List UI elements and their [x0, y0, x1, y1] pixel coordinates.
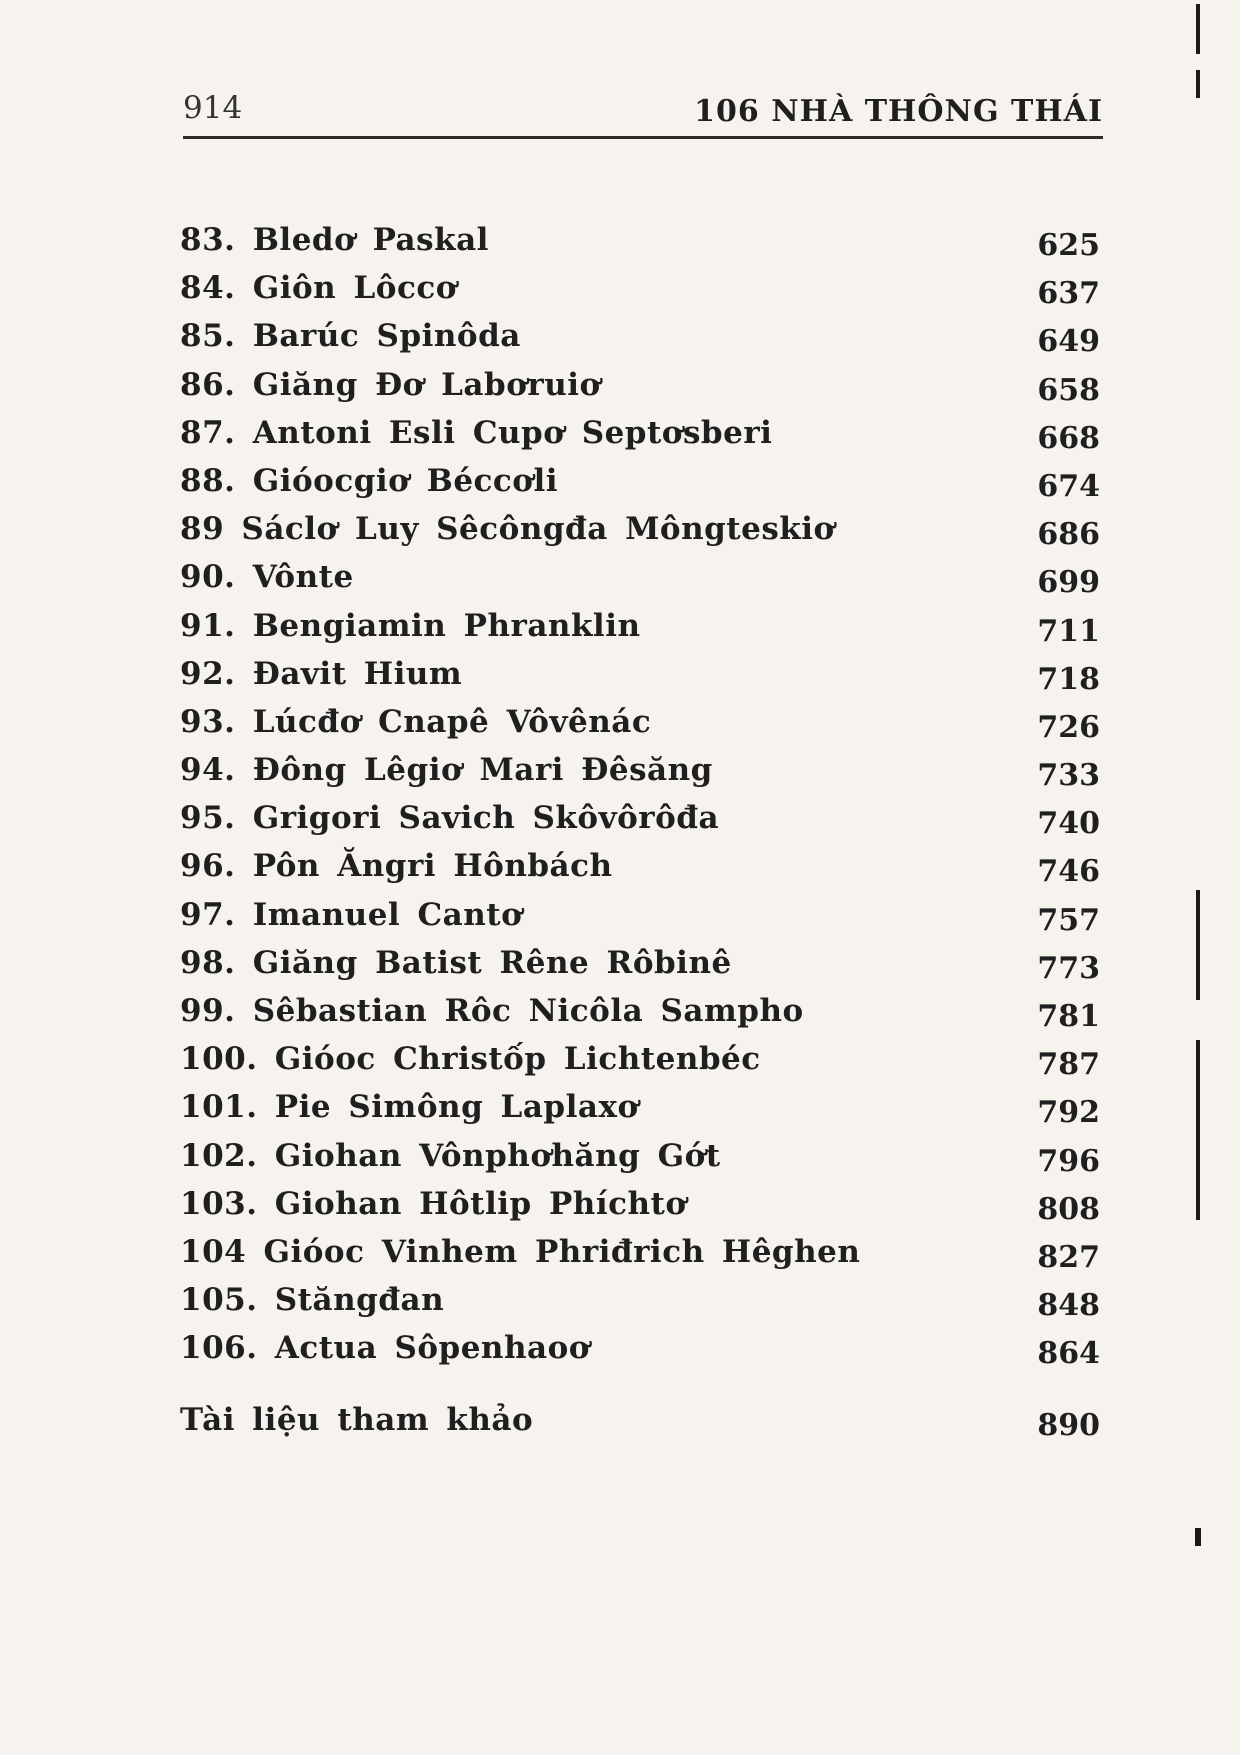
toc-entry-title: 85. Barúc Spinôda — [180, 318, 521, 355]
toc-entry — [180, 555, 1100, 603]
scan-edge-mark — [1196, 890, 1200, 1000]
toc-entry-page: 711 — [1037, 613, 1100, 649]
toc-entry — [180, 411, 1100, 459]
toc-entry-title: 94. Đông Lêgiơ Mari Đêsăng — [180, 752, 713, 789]
toc-entry-title: 106. Actua Sôpenhaoơ — [180, 1330, 590, 1367]
toc-entry-title: 104 Gióoc Vinhem Phriđrich Hêghen — [180, 1233, 861, 1270]
toc-entry-page: 757 — [1037, 902, 1100, 938]
toc-entry-page: 699 — [1037, 565, 1100, 601]
toc-entry-title: 91. Bengiamin Phranklin — [180, 607, 641, 644]
toc-entry — [180, 989, 1100, 1037]
running-title: 106 NHÀ THÔNG THÁI — [694, 94, 1103, 129]
toc-entry — [180, 363, 1100, 411]
toc-entry-page: 796 — [1037, 1143, 1100, 1179]
toc-entry-page: 781 — [1037, 999, 1100, 1034]
toc-entry-page: 686 — [1037, 517, 1100, 553]
scan-edge-mark — [1196, 1040, 1200, 1220]
toc-entry-title: 101. Pie Simông Laplaxơ — [180, 1089, 639, 1126]
toc-entry-title: 103. Giohan Hôtlip Phíchtơ — [180, 1185, 687, 1222]
toc-entry — [180, 652, 1100, 700]
references-label: Tài liệu tham khảo — [180, 1402, 534, 1438]
toc-entry — [180, 844, 1100, 892]
toc-entry-page: 848 — [1037, 1288, 1100, 1324]
toc-entry — [180, 748, 1100, 796]
toc-entry-title: 84. Giôn Lôccơ — [180, 270, 457, 307]
toc-entry-title: 93. Lúcđơ Cnapê Vôvênác — [180, 703, 652, 740]
toc-entry — [180, 1085, 1100, 1133]
scan-edge-mark — [1196, 70, 1200, 98]
toc-entry-page: 668 — [1037, 420, 1100, 456]
toc-entry-page: 773 — [1037, 950, 1100, 986]
toc-entry-title: 95. Grigori Savich Skôvôrôđa — [180, 800, 720, 837]
toc-entry — [180, 604, 1100, 652]
toc-entry — [180, 1230, 1100, 1278]
toc-entry-title: 100. Gióoc Christốp Lichtenbéc — [180, 1041, 761, 1078]
toc-entry-page: 864 — [1037, 1336, 1100, 1372]
toc-entry-title: 90. Vônte — [180, 559, 354, 596]
toc-entry-title: 92. Đavit Hium — [180, 655, 463, 692]
toc-entry-page: 733 — [1037, 758, 1100, 794]
toc-entry-page: 787 — [1037, 1047, 1100, 1083]
toc-entry — [180, 1134, 1100, 1182]
toc-entry-page: 792 — [1037, 1095, 1100, 1131]
toc-entry-page: 808 — [1037, 1191, 1100, 1227]
toc-entry-title: 102. Giohan Vônphơhăng Gớt — [180, 1137, 721, 1174]
scan-edge-mark — [1196, 4, 1200, 54]
references-row — [180, 1398, 1100, 1448]
toc-entry — [180, 1278, 1100, 1326]
toc-entry-title: 87. Antoni Esli Cupơ Septơsberi — [180, 414, 773, 451]
toc-entry — [180, 507, 1100, 555]
toc-entry-title: 88. Gióocgiơ Béccơli — [180, 462, 559, 499]
toc-entry — [180, 941, 1100, 989]
toc-entry — [180, 1182, 1100, 1230]
toc-entry — [180, 893, 1100, 941]
scan-edge-mark — [1195, 1528, 1201, 1546]
toc-entry-title: 97. Imanuel Cantơ — [180, 896, 523, 933]
toc-entry-page: 649 — [1037, 324, 1100, 360]
toc-entry-title: 83. Bledơ Paskal — [180, 222, 489, 258]
toc-entry-page: 674 — [1037, 468, 1100, 504]
toc-entry-page: 746 — [1037, 854, 1100, 890]
toc-entry — [180, 1037, 1100, 1085]
toc-entry-page: 718 — [1037, 661, 1100, 697]
page-number: 914 — [183, 90, 243, 126]
toc-entry — [180, 459, 1100, 507]
toc-entry-page: 740 — [1037, 806, 1100, 842]
table-of-contents — [180, 218, 1100, 1375]
toc-entry-page: 726 — [1037, 709, 1100, 745]
toc-entry — [180, 218, 1100, 266]
page-header — [183, 86, 1103, 139]
toc-entry — [180, 1326, 1100, 1374]
toc-entry — [180, 314, 1100, 362]
toc-entry-title: 86. Giăng Đơ Labơruiơ — [180, 366, 601, 403]
toc-entry-page: 827 — [1037, 1239, 1100, 1275]
toc-entry-title: 98. Giăng Batist Rêne Rôbinê — [180, 944, 732, 981]
toc-entry-title: 89 Sáclơ Luy Sêcôngđa Môngteskiơ — [180, 511, 835, 548]
toc-entry-title: 96. Pôn Ăngri Hônbách — [180, 848, 613, 885]
toc-entry — [180, 266, 1100, 314]
references-page: 890 — [1037, 1408, 1100, 1443]
toc-entry-page: 625 — [1037, 228, 1100, 263]
toc-entry-page: 658 — [1037, 372, 1100, 408]
toc-entry-title: 105. Stăngđan — [180, 1282, 445, 1319]
toc-entry — [180, 700, 1100, 748]
toc-entry-title: 99. Sêbastian Rôc Nicôla Sampho — [180, 993, 804, 1029]
toc-entry-page: 637 — [1037, 276, 1100, 312]
toc-entry — [180, 796, 1100, 844]
